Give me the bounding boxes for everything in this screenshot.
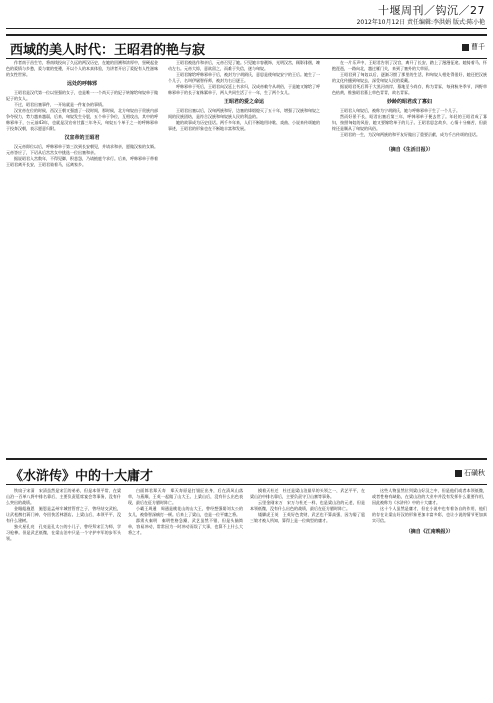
- section-heading: 汉宣帝的王昭君: [64, 135, 100, 141]
- paragraph: 王昭君是汉代第一位以坚强的女子，也是唯一一个尚天子的妃子转嫁给匈奴单于做妃子的女人。: [6, 90, 158, 101]
- paragraph: 王昭君出塞以后，汉匈两族和好，边塞的烽烟熄灭了五十年，增强了汉族和匈奴之间的民族团结，是符合汉族和匈奴族人民的利益的。: [168, 108, 320, 119]
- paragraph: 铁扇子宋清 宋清虽然是宋江的弟弟，但是本领平常，在梁山泊一百单八将中排名靠后，主要负责筵席宴会等事务，没有什么突出的战绩。: [6, 488, 121, 505]
- article-title-bar: [6, 34, 487, 59]
- paragraph: 小霸王周通 周通是桃花山的山大王，曾经想强娶刘太公的女儿，被鲁智深痛打一顿。后来上了梁山，也是一位平庸之将。: [128, 506, 243, 517]
- paragraph: 王昭君被选作和亲后，元帝召见了她。只见她丰容靓饰，光明汉宫，顾影徘徊，竦动左右。元帝大惊，意欲留之，而难于失信，遂与匈奴。: [168, 60, 320, 71]
- section-heading: 王昭君的爱之命运: [223, 99, 264, 105]
- byline-text: 曹千: [471, 43, 485, 51]
- article-column: [168, 60, 320, 452]
- paragraph: 这些人物虽然位列梁山好汉之中，但是他们或者本领低微，或者性格有缺陷，在梁山泊的大业中并没有发挥什么重要作用，因此被称为《水浒传》中的十大庸才。: [372, 488, 487, 505]
- paragraph: 金眼彪施恩 施恩是孟州牢城营管营之子，曾经结交武松，让武松醉打蒋门神，夺回快活林酒店。上梁山后，本领平平，没有什么建树。: [6, 506, 121, 523]
- byline-square-icon: [462, 44, 469, 51]
- paragraph: 呼韩邪单于死后，王昭君向汉廷上书求归，汉成帝敕令从胡俗，于是她又嫁给了呼韩邪单于的长子复株累单于，两人共同生活了十一年，生了两个女儿。: [168, 84, 320, 95]
- paragraph: 摸着天杜迁 杜迁是梁山泊最早的头领之一，武艺平平，在梁山泊中排名靠后，主要负责守卫山寨等事务。: [250, 488, 365, 499]
- paragraph: 霹雳火秦明 秦明性格急躁，武艺虽然不错，但是头脑简单，容易冲动，常常因为一时冲动而误了大事，也算不上什么大将之才。: [128, 518, 243, 535]
- paragraph: 矮脚虎王英 王英好色贪财，武艺也不算高强，因为娶了扈三娘才被人所知，算得上是一位典型的庸才。: [250, 512, 365, 523]
- article-water-margin: [6, 462, 487, 698]
- source-note: （摘自《江南晚报》）: [405, 529, 454, 535]
- issue-info: 2012年10月12日 责任编辑:李洪娟 版式:陈小艳: [356, 19, 485, 26]
- masthead: [0, 0, 493, 32]
- article-column: [332, 60, 487, 452]
- paragraph: 独火星孔亮 孔亮是孔太公的小儿子，曾经拜宋江为师，学习枪棒。但是武艺低微，在梁山泊中只是一个守护中军的步军头领。: [6, 524, 121, 541]
- article-column: [372, 488, 487, 696]
- article-column: [6, 60, 158, 452]
- source-note: （摘自《生活日报》）: [385, 147, 434, 153]
- article-wang-zhaojun: [6, 34, 487, 454]
- section-heading: 妙龄的昭君成了寡妇: [386, 99, 432, 105]
- article-byline: [462, 42, 485, 52]
- paragraph: 汉宣帝在位的时候，西汉王朝又强盛了一段时间，那时候，北方匈奴由于贵族内部争夺权力，势力越来越弱，后来，匈奴发生分裂，五个单于争位，互相攻击，其中的呼韩邪单于，公元前43年，也就是汉宣帝甘露三年冬天，匈奴五个单于之一的呼韩邪单于投奔汉朝，表示愿意归附。: [6, 108, 158, 131]
- paragraph: 王昭君的一生，为汉匈两族的和平友好做出了重要贡献，成为千古传颂的佳话。: [340, 132, 480, 137]
- paragraph: 这十个人虽然是庸才，但在小说中也有着各自的作用，他们的存在让梁山好汉的形象更加丰富多彩，也让小说的情节更加真实可信。: [372, 506, 487, 523]
- paragraph: 王昭君入匈奴后，被称为宁胡阏氏，她与呼韩邪单于生了一个儿子。: [340, 108, 460, 113]
- paragraph: 云里金刚宋万 宋万与杜迁一样，也是梁山泊的元老，但是本领低微，没有什么出色的战绩，最后在征方腊时阵亡。: [250, 500, 365, 511]
- article-column: [128, 488, 243, 696]
- byline-text: 石磺秋: [464, 469, 485, 477]
- paragraph: 据说昭君入宫数年，不得见御，积悲怨，乃请掖庭令求行。后来，呼韩邪单于带着王昭君离开长安，王昭君骑着马，远离家乡。: [6, 156, 158, 167]
- article-byline: [455, 468, 485, 478]
- masthead-rule: [6, 28, 487, 29]
- paper-name: 十堰周刊／钩沉／27: [378, 4, 485, 17]
- paragraph: 然而好景不长，昭君出塞后第三年，呼韩邪单于便去世了。年轻的王昭君成了寡妇，按照匈奴的风俗，她又要嫁给单于的儿子。王昭君思念故乡，心情十分痛苦，但最终还是顺从了匈奴的风俗。: [332, 114, 487, 131]
- paragraph: 她的故事成为历史佳话。两千多年来，人们不断地用诗歌、戏曲、小说来传颂她的事迹，王昭君的形象也在不断地丰富和发展。: [168, 120, 320, 131]
- paragraph: 王昭君嫁给呼韩邪单于后，被封为宁胡阏氏，意思是使匈奴安宁的王后。她生了一个儿子，名叫伊屠智伢师，被封为右日逐王。: [168, 72, 320, 83]
- article-column: [6, 488, 121, 696]
- paragraph: 汉元帝即位以后，呼韩邪单于第三次到长安朝见，并请求和亲，愿做汉家的女婿。元帝答应了，下诏从后宫宫女中挑选一位出塞和亲。: [6, 144, 158, 155]
- article-title: 西域的美人时代：王昭君的艳与寂: [10, 43, 206, 58]
- paragraph: 王昭君到了匈奴以后，逐渐习惯了那里的生活，和匈奴人相处得很好，她还把汉族的文化传播到匈奴去，深受匈奴人民的爱戴。: [332, 72, 487, 83]
- byline-square-icon: [455, 470, 462, 477]
- article-column: [250, 488, 365, 696]
- paragraph: 不过，昭君出塞事件，一开始就是一件复杂的事情。: [14, 102, 106, 107]
- paragraph: 在一片乐声中，王昭君告别了汉宫，离开了长安，踏上了漫漫征途。她骑着马，怀抱琵琶，一路向北，越过雁门关，来到了塞外的大草原。: [332, 60, 487, 71]
- article-title-bar: [6, 462, 487, 485]
- section-heading: 远处的呼韩邪: [66, 81, 97, 87]
- paragraph: 白面郎君郑天寿 郑天寿原是打银匠出身，后在清风山落草，与燕顺、王英一起做了山大王。上梁山后，没有什么出色表现，最后在征方腊时阵亡。: [128, 488, 243, 505]
- paragraph: 作者南于昌生竹，将南线投向了久远的两汉历史，在她的回溯和浓厚中，坚硬起金色的爱情与乡愁，爱与寞的变遷，开以个人的本真体验，为讲者开启了爱捉有人性滋味的女性世界。: [6, 60, 158, 77]
- section-divider: [6, 458, 487, 460]
- article-title: 《水浒传》中的十大庸才: [10, 469, 154, 484]
- paragraph: 据说昭君死后葬于大黑河南岸，墓地至今尚存，称为青冢，每到秋冬季节，四野草色枯黄，惟独昭君墓上草色青青，故名青冢。: [332, 84, 487, 95]
